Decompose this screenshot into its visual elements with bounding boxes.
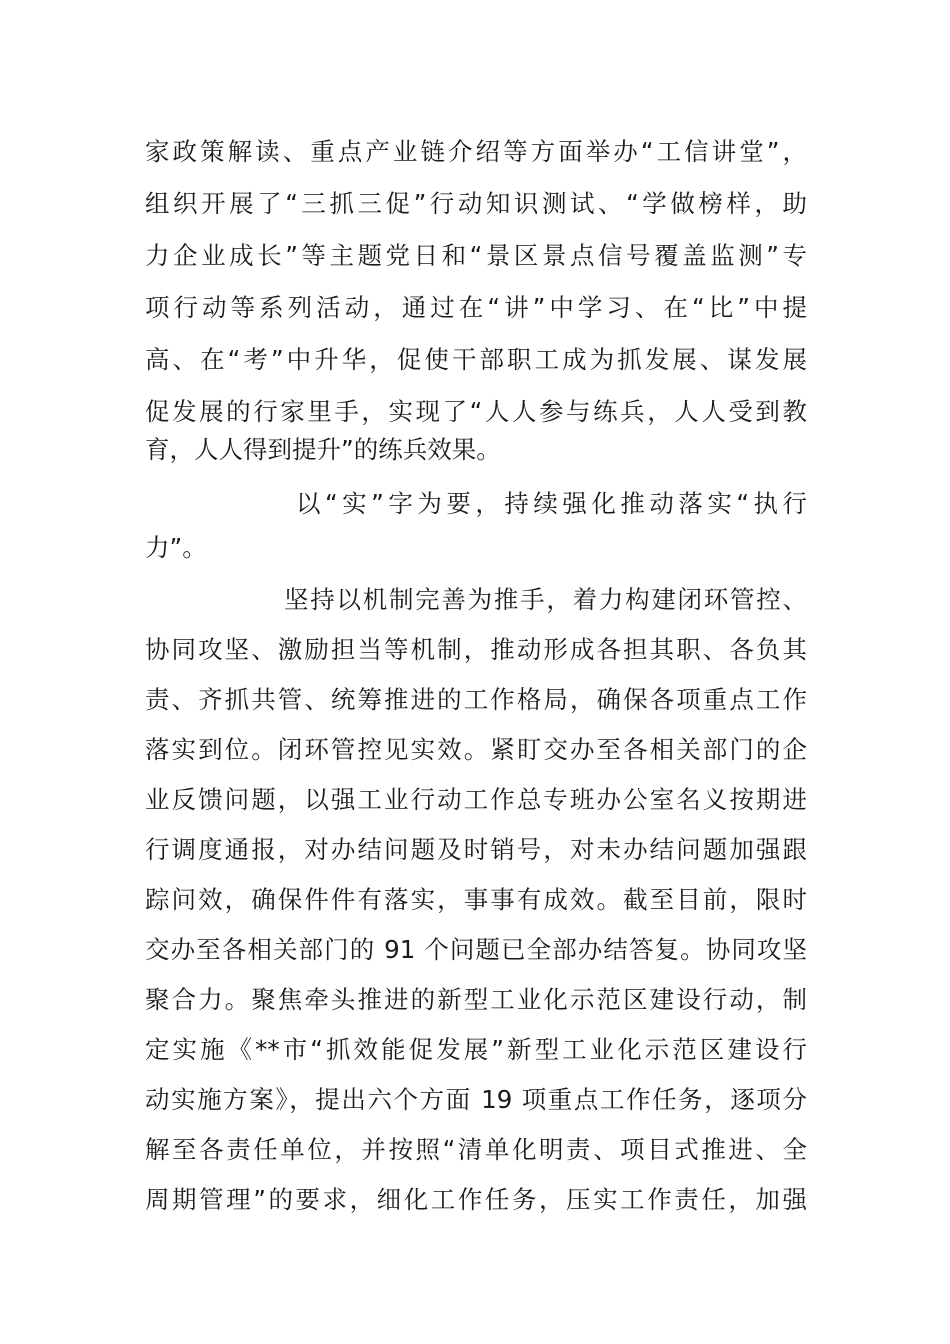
text-line: 踪问效，确保件件有落实，事事有成效。截至目前，限时 [145,885,807,914]
text-line: 责、齐抓共管、统筹推进的工作格局，确保各项重点工作 [145,685,807,714]
text-line: 促发展的行家里手，实现了“人人参与练兵，人人受到教 [145,397,807,426]
section-heading-line: 力”。 [145,533,207,562]
text-line: 组织开展了“三抓三促”行动知识测试、“学做榜样，助 [145,189,807,218]
text-line: 周期管理”的要求，细化工作任务，压实工作责任，加强 [145,1185,807,1214]
text-line: 坚持以机制完善为推手，着力构建闭环管控、 [284,585,807,614]
text-line: 协同攻坚、激励担当等机制，推动形成各担其职、各负其 [145,635,807,664]
text-line: 交办至各相关部门的 91 个问题已全部办结答复。协同攻坚 [145,935,807,964]
text-line: 聚合力。聚焦牵头推进的新型工业化示范区建设行动，制 [145,985,807,1014]
text-line: 动实施方案》，提出六个方面 19 项重点工作任务，逐项分 [145,1085,807,1114]
text-line: 解至各责任单位，并按照“清单化明责、项目式推进、全 [145,1135,807,1164]
section-heading-line: 以“实”字为要，持续强化推动落实“执行 [296,489,807,518]
text-line: 家政策解读、重点产业链介绍等方面举办“工信讲堂”， [145,137,807,166]
text-line: 力企业成长”等主题党日和“景区景点信号覆盖监测”专 [145,241,807,270]
text-line: 育，人人得到提升”的练兵效果。 [145,435,501,464]
text-line: 项行动等系列活动，通过在“讲”中学习、在“比”中提 [145,293,807,322]
text-line: 高、在“考”中升华，促使干部职工成为抓发展、谋发展 [145,345,807,374]
text-line: 落实到位。闭环管控见实效。紧盯交办至各相关部门的企 [145,735,807,764]
text-line: 业反馈问题，以强工业行动工作总专班办公室名义按期进 [145,785,807,814]
text-line: 行调度通报，对办结问题及时销号，对未办结问题加强跟 [145,835,807,864]
text-line: 定实施《**市“抓效能促发展”新型工业化示范区建设行 [145,1035,807,1064]
